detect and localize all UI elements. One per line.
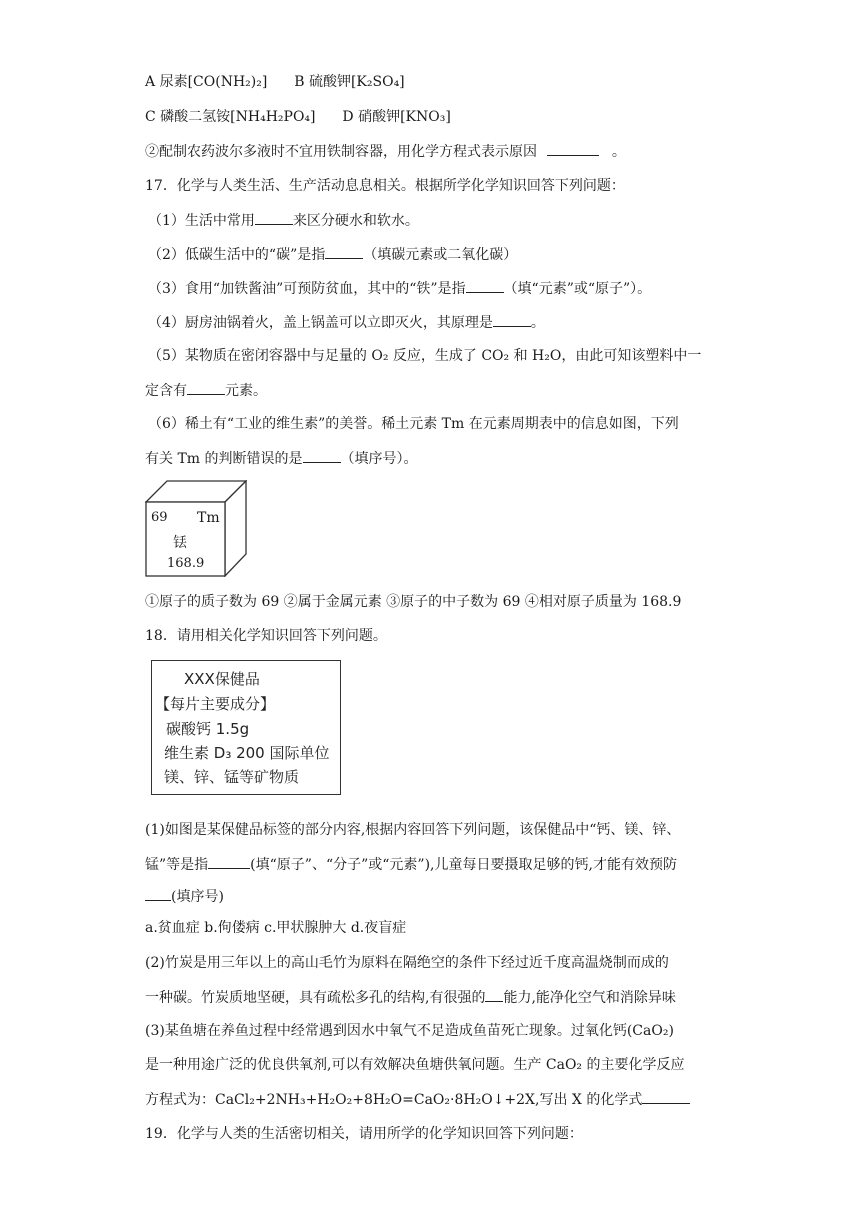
q17-part3 <box>148 278 651 299</box>
q18-part1-line1: (1)如图是某保健品标签的部分内容,根据内容回答下列问题，该保健品中“钙、镁、锌、 <box>145 822 681 838</box>
q18-part2-line2 <box>145 987 676 1008</box>
q18-p1-text-end: (填“原子”、“分子”或“元素”),儿童每日要摄取足够的钙,才能有效预防 <box>250 857 677 873</box>
q17-p3-text: （3）食用“加铁酱油”可预防贫血，其中的“铁”是指 <box>148 281 466 297</box>
option-d-label: D <box>342 109 354 125</box>
q18-p2-text: 一种碳。竹炭质地坚硬，具有疏松多孔的结构,有很强的 <box>145 990 486 1006</box>
q18-stem: 18．请用相关化学知识回答下列问题。 <box>145 628 387 644</box>
q17-p1-text: （1）生活中常用 <box>148 213 255 229</box>
q16-options-row1 <box>145 72 405 92</box>
q17-p5-text-end: 元素。 <box>225 383 267 399</box>
option-c-label: C <box>145 109 156 125</box>
option-d-text: 硝酸钾[KNO₃] <box>358 109 451 125</box>
q16-options-row2 <box>145 107 451 127</box>
q17-part2 <box>148 244 517 265</box>
q16-part2 <box>145 141 626 162</box>
label-line-calcium: 碳酸钙 1.5g <box>166 720 250 738</box>
label-line-vitamin: 维生素 D₃ 200 国际单位 <box>164 744 330 762</box>
option-a-label: A <box>145 74 156 90</box>
q16-part2-text: ②配制农药波尔多液时不宜用铁制容器，用化学方程式表示原因 <box>145 144 537 160</box>
q18-part3-line1: (3)某鱼塘在养鱼过程中经常遇到因水中氧气不足造成鱼苗死亡现象。过氧化钙(CaO₂) <box>145 1023 674 1039</box>
answer-blank[interactable] <box>255 210 293 225</box>
answer-blank[interactable] <box>303 448 341 463</box>
q18-part1-options: a.贫血症 b.佝偻病 c.甲状腺肿大 d.夜盲症 <box>145 920 407 936</box>
q19-stem: 19．化学与人类的生活密切相关，请用所学的化学知识回答下列问题： <box>145 1126 583 1142</box>
q17-part6-line1: （6）稀土有“工业的维生素”的美誉。稀土元素 Tm 在元素周期表中的信息如图，下列 <box>148 416 679 432</box>
atomic-number: 69 <box>151 510 168 525</box>
q18-part3-line3 <box>145 1089 690 1110</box>
answer-blank[interactable] <box>325 244 363 259</box>
option-c-text: 磷酸二氢铵[NH₄H₂PO₄] <box>160 109 316 125</box>
q17-stem: 17．化学与人类生活、生产活动息息相关。根据所学化学知识回答下列问题： <box>145 178 625 194</box>
label-title: XXX保健品 <box>184 670 260 688</box>
answer-blank[interactable] <box>466 278 504 293</box>
q17-part5-line1: （5）某物质在密闭容器中与足量的 O₂ 反应，生成了 CO₂ 和 H₂O，由此可知该塑料中一 <box>148 348 702 364</box>
q17-p2-text: （2）低碳生活中的“碳”是指 <box>148 247 326 263</box>
q17-p2-text-end: （填碳元素或二氧化碳） <box>363 247 518 263</box>
q18-part1-line2 <box>145 854 677 875</box>
label-line-minerals: 镁、锌、锰等矿物质 <box>164 768 300 786</box>
q18-p1-text: 锰”等是指 <box>145 857 209 873</box>
q17-p1-text-end: 来区分硬水和软水。 <box>292 213 419 229</box>
q16-part2-end: 。 <box>611 144 626 160</box>
supplement-label <box>151 660 341 795</box>
q18-p2-text-end: 能力,能净化空气和消除异味 <box>503 990 676 1006</box>
atomic-mass: 168.9 <box>167 556 205 571</box>
q17-p4-text: （4）厨房油锅着火，盖上锅盖可以立即灭火，其原理是 <box>148 315 493 331</box>
option-b-text: 硫酸钾[K₂SO₄] <box>308 74 405 90</box>
answer-blank[interactable] <box>547 141 599 156</box>
answer-blank[interactable] <box>187 380 225 395</box>
q17-p6-text: 有关 Tm 的判断错误的是 <box>145 451 303 467</box>
label-heading: 【每片主要成分】 <box>155 695 276 713</box>
q17-part1 <box>148 210 419 231</box>
q17-p4-text-end: 。 <box>530 315 545 331</box>
q18-p3-text: 方程式为：CaCl₂+2NH₃+H₂O₂+8H₂O=CaO₂·8H₂O↓+2X,写出 X 的化学式 <box>145 1092 643 1108</box>
answer-blank[interactable] <box>493 312 531 327</box>
answer-blank[interactable] <box>145 886 171 901</box>
q17-p5-text: 定含有 <box>145 383 187 399</box>
q17-p6-text-end: （填序号）。 <box>340 451 418 467</box>
q18-part2-line1: (2)竹炭是用三年以上的高山毛竹为原料在隔绝空的条件下经过近千度高温烧制而成的 <box>145 955 669 971</box>
q17-part4 <box>148 312 545 333</box>
option-a-text: 尿素[CO(NH₂)₂] <box>159 74 268 90</box>
q17-p3-text-end: （填“元素”或“原子”）。 <box>503 281 652 297</box>
q18-p1-line3-text: (填序号) <box>171 889 224 905</box>
answer-blank[interactable] <box>208 854 250 869</box>
q18-part1-line3 <box>145 886 224 907</box>
q17-part5-line2 <box>145 380 267 401</box>
element-symbol: Tm <box>197 510 220 526</box>
option-b-label: B <box>294 74 305 90</box>
answer-blank[interactable] <box>642 1089 690 1104</box>
tm-element-card <box>145 480 247 577</box>
answer-blank[interactable] <box>485 987 503 1002</box>
q18-part3-line2: 是一种用途广泛的优良供氧剂,可以有效解决鱼塘供氧问题。生产 CaO₂ 的主要化学反应 <box>145 1057 685 1073</box>
q17-choices: ①原子的质子数为 69 ②属于金属元素 ③原子的中子数为 69 ④相对原子质量为 168.9 <box>145 594 682 610</box>
q17-part6-line2 <box>145 448 418 469</box>
element-name: 铥 <box>173 535 187 551</box>
